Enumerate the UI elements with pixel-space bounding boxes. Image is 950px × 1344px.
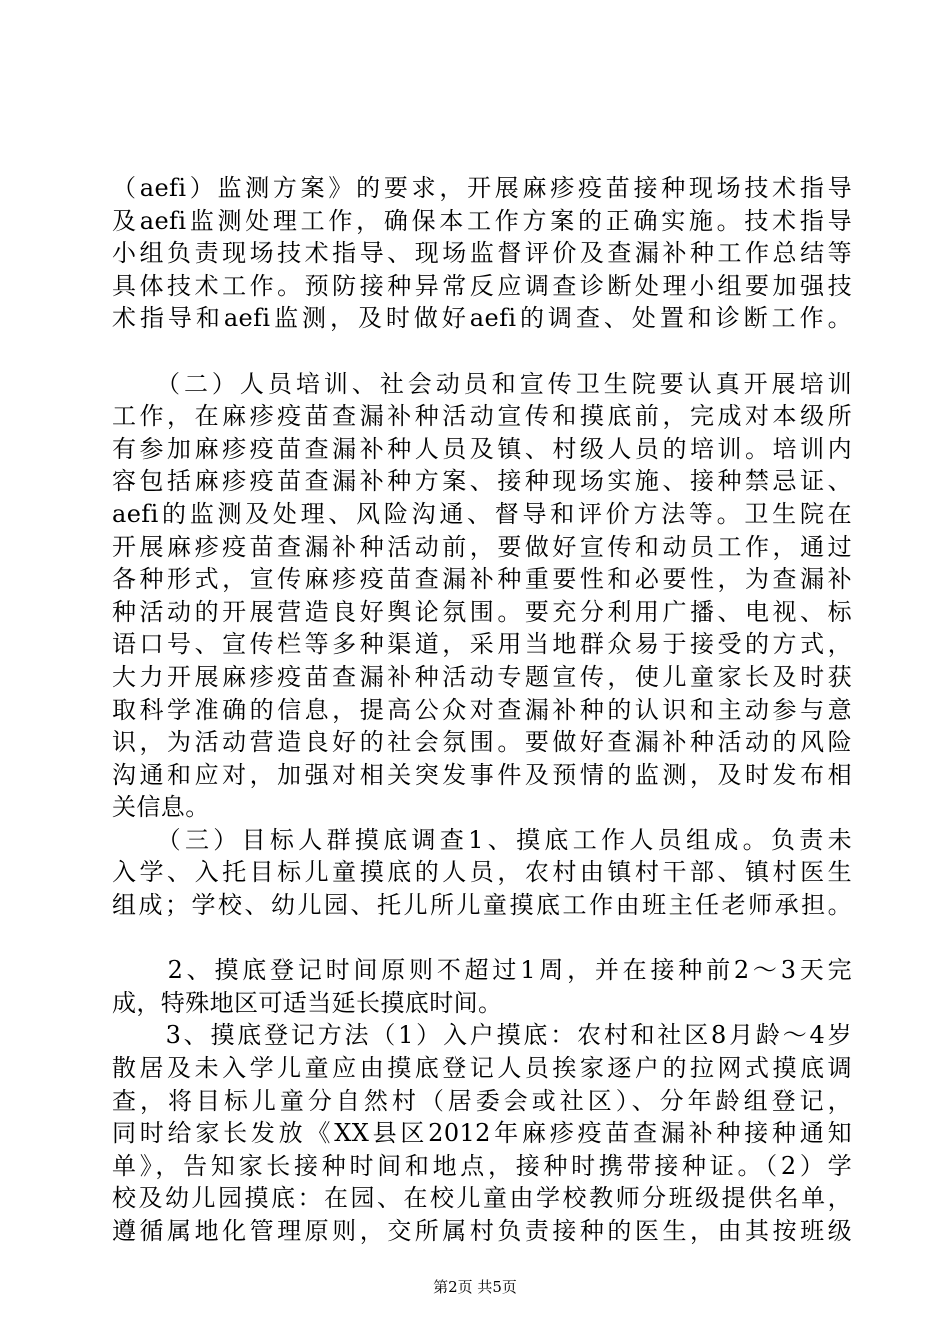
text-line: 具体技术工作。预防接种异常反应调查诊断处理小组要加强技 xyxy=(112,271,852,300)
text-line: 同时给家长发放《XX县区2012年麻疹疫苗查漏补种接种通知 xyxy=(112,1119,852,1148)
text-line: （aefi）监测方案》的要求，开展麻疹疫苗接种现场技术指导 xyxy=(112,174,852,202)
text-line: 语口号、宣传栏等多种渠道，采用当地群众易于接受的方式， xyxy=(112,630,852,659)
text-line: 成，特殊地区可适当延长摸底时间。 xyxy=(112,988,503,1017)
text-line: aefi的监测及处理、风险沟通、督导和评价方法等。卫生院在 xyxy=(112,499,852,528)
text-line: 大力开展麻疹疫苗查漏补种活动专题宣传，使儿童家长及时获 xyxy=(112,662,852,691)
text-line: 小组负责现场技术指导、现场监督评价及查漏补种工作总结等 xyxy=(112,239,852,268)
text-line: 容包括麻疹疫苗查漏补种方案、接种现场实施、接种禁忌证、 xyxy=(112,467,852,496)
text-line: 有参加麻疹疫苗查漏补种人员及镇、村级人员的培训。培训内 xyxy=(112,434,852,463)
text-line: 识，为活动营造良好的社会氛围。要做好查漏补种活动的风险 xyxy=(112,728,852,757)
text-line: 沟通和应对，加强对相关突发事件及预情的监测，及时发布相 xyxy=(112,760,852,789)
text-line: 术指导和aefi监测，及时做好aefi的调查、处置和诊断工作。 xyxy=(112,304,852,333)
text-line: 2、摸底登记时间原则不超过1周，并在接种前2～3天完 xyxy=(112,956,852,985)
text-line: 入学、入托目标儿童摸底的人员，农村由镇村干部、镇村医生 xyxy=(112,858,852,887)
text-line: 组成；学校、幼儿园、托儿所儿童摸底工作由班主任老师承担。 xyxy=(112,891,852,920)
text-line: 各种形式，宣传麻疹疫苗查漏补种重要性和必要性，为查漏补 xyxy=(112,565,852,594)
page-number-footer: 第2页 共5页 xyxy=(433,1278,517,1296)
text-line: 3、摸底登记方法（1）入户摸底：农村和社区8月龄～4岁 xyxy=(112,1021,852,1050)
text-line: 关信息。 xyxy=(112,793,210,822)
text-line: 查，将目标儿童分自然村（居委会或社区）、分年龄组登记， xyxy=(112,1086,852,1115)
text-line: （三）目标人群摸底调查1、摸底工作人员组成。负责未 xyxy=(112,825,852,854)
text-line: 及aefi监测处理工作，确保本工作方案的正确实施。技术指导 xyxy=(112,206,852,235)
text-line: 取科学准确的信息，提高公众对查漏补种的认识和主动参与意 xyxy=(112,695,852,724)
paragraph-gap xyxy=(112,335,852,368)
text-line: 开展麻疹疫苗查漏补种活动前，要做好宣传和动员工作，通过 xyxy=(112,532,852,561)
text-line: 遵循属地化管理原则，交所属村负责接种的医生，由其按班级 xyxy=(112,1217,852,1245)
text-line: 散居及未入学儿童应由摸底登记人员挨家逐户的拉网式摸底调 xyxy=(112,1054,852,1083)
text-line: 校及幼儿园摸底：在园、在校儿童由学校教师分班级提供名单， xyxy=(112,1184,852,1213)
document-body xyxy=(112,172,852,1248)
text-line: 工作，在麻疹疫苗查漏补种活动宣传和摸底前，完成对本级所 xyxy=(112,402,852,431)
text-line: 种活动的开展营造良好舆论氛围。要充分利用广播、电视、标 xyxy=(112,597,852,626)
text-line: 单》，告知家长接种时间和地点，接种时携带接种证。（2）学 xyxy=(112,1151,852,1180)
paragraph-gap xyxy=(112,922,852,955)
text-line: （二）人员培训、社会动员和宣传卫生院要认真开展培训 xyxy=(112,369,852,398)
